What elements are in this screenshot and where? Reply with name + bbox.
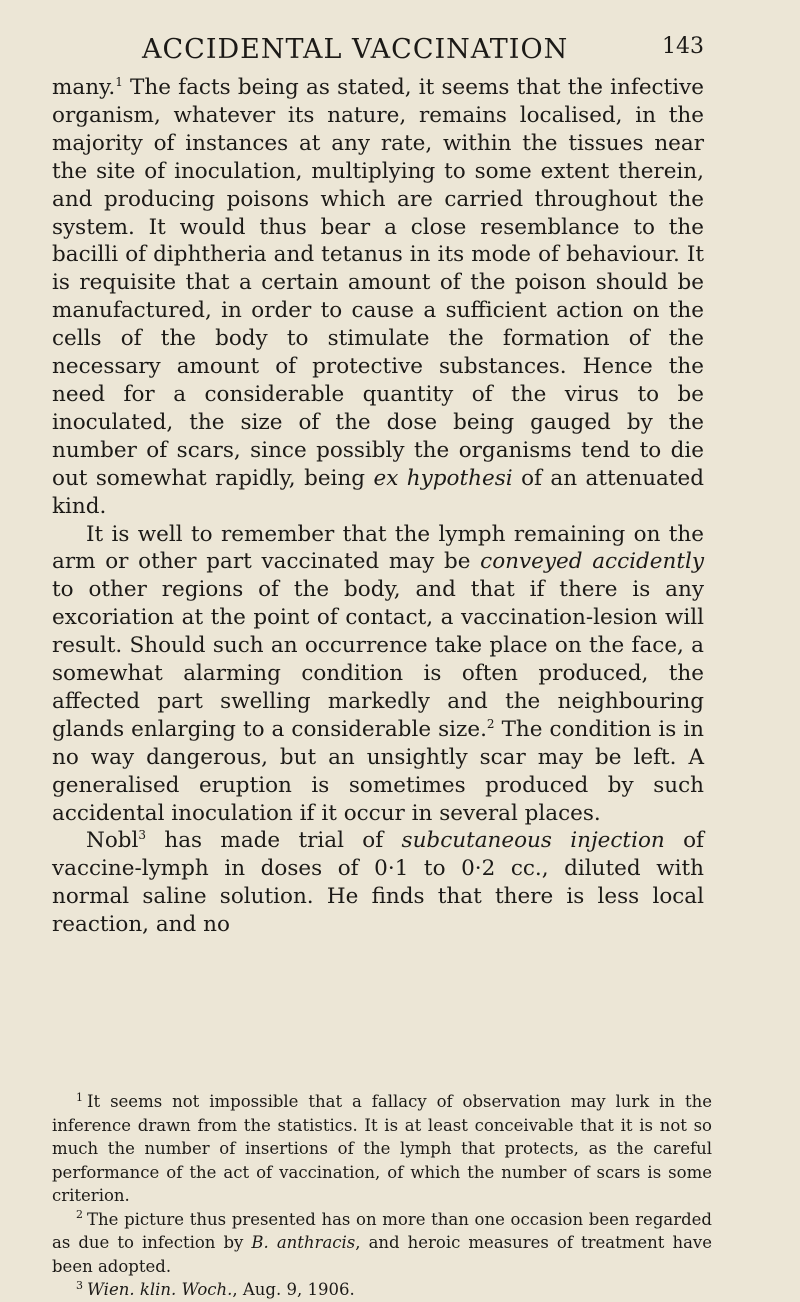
footnote-1 [52, 1090, 712, 1208]
fn1-text: It seems not impossible that a fallacy of observation may lurk in the inference drawn from the statistics. It is at least conceivable that it is not so much the number of insertions of the lymph that protects, as the careful performance of the act of vaccination, of which the number of scars is some criterion. [52, 1092, 712, 1205]
page-header [52, 30, 704, 70]
para1-text: The facts being as stated, it seems that the infective organism, whatever its nature, remains localised, in the majority of instances at any rate, within the tissues near the site of inoculation, multiplying to some extent therein, and producing poisons which are carried throughout the system. It would thus bear a close resemblance to the bacilli of diphtheria and tetanus in its mode of behaviour. It is requisite that a certain amount of the poison should be manufactured, in order to cause a sufficient action on the cells of the body to stimulate the formation of the necessary amount of protective substances. Hence the need for a considerable quantity of the virus to be inoculated, the size of the dose being gauged by the number of scars, since possibly the organisms tend to die out somewhat rapidly, being [52, 75, 704, 491]
para2-a: It is well to remember that the lymph remaining on the arm or other part vaccinated may be [52, 521, 704, 575]
fn3-italic: Wien. klin. Woch. [87, 1280, 233, 1299]
para3-italic: subcutaneous injection [401, 828, 665, 854]
footnotes [52, 1090, 712, 1302]
footnote-ref-1: 1 [115, 74, 123, 89]
para3-a: has made trial of [146, 828, 402, 854]
para1-end: of an attenuated kind. [52, 465, 704, 519]
fn2-mark: 2 [76, 1208, 83, 1221]
paragraph-3 [52, 827, 704, 939]
body-text [52, 74, 704, 939]
fn2-italic: B. anthracis [251, 1233, 356, 1252]
fn3-text: , Aug. 9, 1906. [232, 1280, 355, 1299]
para3-b: of vaccine-lymph in doses of 0·1 to 0·2 cc., diluted with normal saline solution. He finds that there is less local reaction, and no [52, 828, 704, 938]
para1-italic: ex hypothesi [373, 465, 513, 491]
footnote-2 [52, 1208, 712, 1279]
fn1-mark: 1 [76, 1090, 83, 1104]
paragraph-1 [52, 74, 704, 521]
footnote-ref-2: 2 [486, 716, 495, 731]
footnote-3 [52, 1278, 712, 1302]
footnote-ref-3: 3 [138, 828, 147, 843]
para3-lead: Nobl [86, 828, 139, 854]
para2-c: The condition is in no way dangerous, but an unsightly scar may be left. A generalised eruption is sometimes produced by such accidental inoculation if it occur in several places. [52, 716, 704, 826]
fn2-b: , and heroic measures of treatment have been adopted. [52, 1233, 713, 1276]
page-number: 143 [662, 34, 704, 59]
paragraph-2 [52, 521, 704, 828]
para2-b: to other regions of the body, and that if there is any excoriation at the point of contact, a vaccination-lesion will result. Should such an occurrence take place on the face, a somewhat alarming condition is often produced, the affected part swelling markedly and the neighbouring glands enlarging to a considerable size. [52, 577, 704, 742]
running-head: ACCIDENTAL VACCINATION [142, 34, 569, 65]
para2-italic: conveyed accidently [480, 549, 704, 575]
para1-lead: many. [52, 75, 116, 100]
fn2-a: The picture thus presented has on more than one occasion been regarded as due to infection by [52, 1209, 712, 1252]
fn3-mark: 3 [76, 1278, 83, 1292]
